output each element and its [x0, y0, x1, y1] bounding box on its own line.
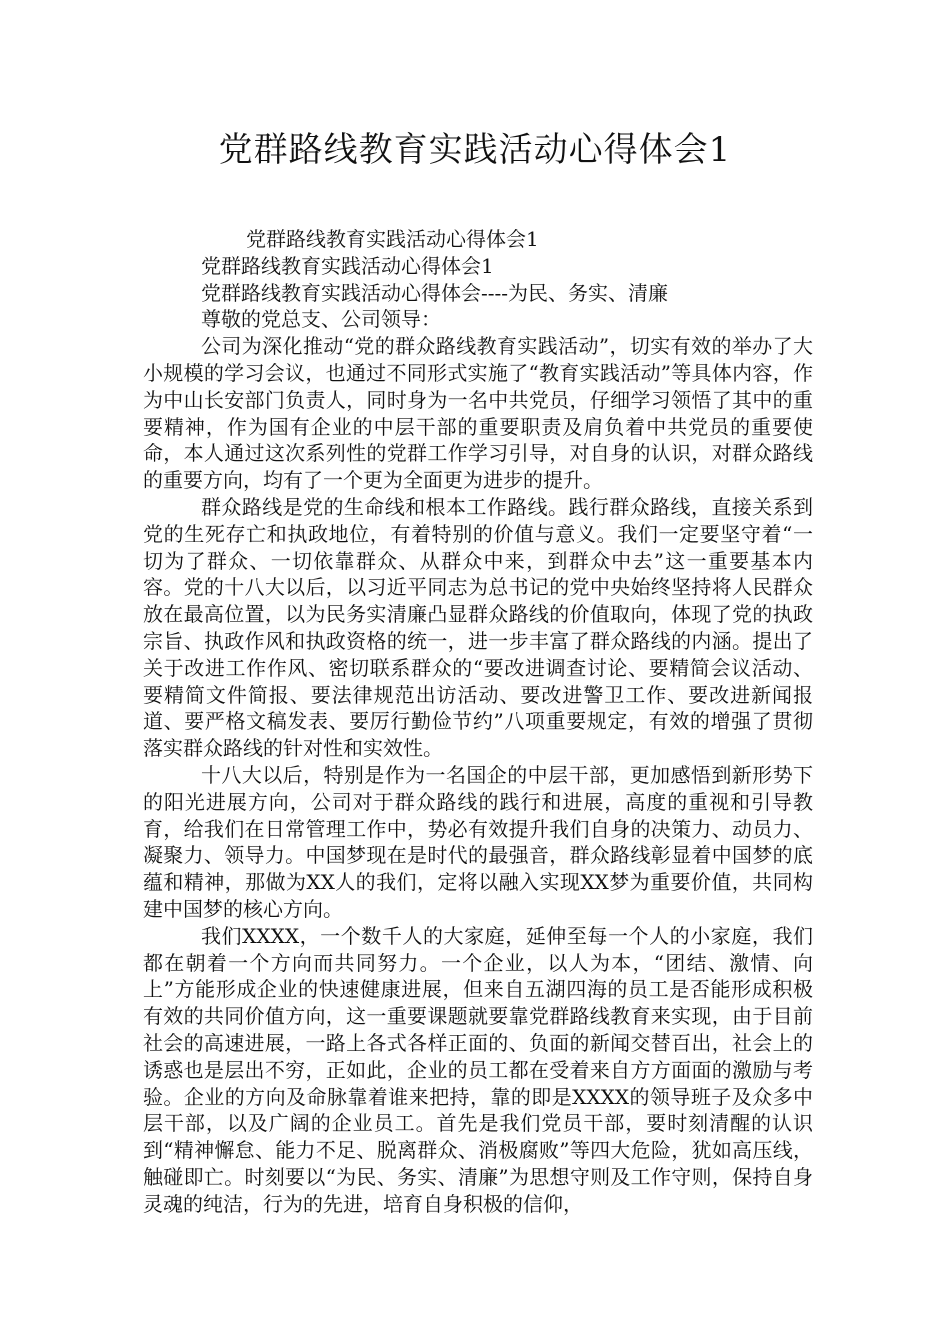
document-body	[143, 226, 813, 1217]
paragraph-1: 公司为深化推动“党的群众路线教育实践活动”，切实有效的举办了大小规模的学习会议，也通过不同形式实施了“教育实践活动”等具体内容，作为中山长安部门负责人，同时身为一名中共党员，仔细学习领悟了其中的重要精神，作为国有企业的中层干部的重要职责及肩负着中共党员的重要使命，本人通过这次系列性的党群工作学习引导，对自身的认识，对群众路线的重要方向，均有了一个更为全面更为进步的提升。	[143, 334, 813, 493]
subtitle-2: 党群路线教育实践活动心得体会1	[201, 253, 494, 278]
paragraph-4: 我们XXXX，一个数千人的大家庭，延伸至每一个人的小家庭，我们都在朝着一个方向而共同努力。一个企业，以人为本，“团结、激情、向上”方能形成企业的快速健康进展，但来自五湖四海的员工是否能形成积极有效的共同价值方向，这一重要课题就要靠党群路线教育来实现，由于目前社会的高速进展，一路上各式各样正面的、负面的新闻交替百出，社会上的诱惑也是层出不穷，正如此，企业的员工都在受着来自方方面面的激励与考验。企业的方向及命脉靠着谁来把持，靠的即是XXXX的领导班子及众多中层干部，以及广阔的企业员工。首先是我们党员干部，要时刻清醒的认识到“精神懈怠、能力不足、脱离群众、消极腐败”等四大危险，犹如高压线，触碰即亡。时刻要以“为民、务实、清廉”为思想守则及工作守则，保持自身灵魂的纯洁，行为的先进，培育自身积极的信仰，	[143, 923, 813, 1216]
subtitle-3: 党群路线教育实践活动心得体会----为民、务实、清廉	[201, 280, 669, 305]
subtitle-1: 党群路线教育实践活动心得体会1	[246, 227, 539, 251]
paragraph-3: 十八大以后，特别是作为一名国企的中层干部，更加感悟到新形势下的阳光进展方向，公司对于群众路线的践行和进展，高度的重视和引导教育，给我们在日常管理工作中，势必有效提升我们自身的决策力、动员力、凝聚力、领导力。中国梦现在是时代的最强音，群众路线彰显着中国梦的底蕴和精神，那做为XX人的我们，定将以融入实现XX梦为重要价值，共同构建中国梦的核心方向。	[143, 762, 813, 921]
document-title: 党群路线教育实践活动心得体会1	[218, 130, 732, 170]
salutation: 尊敬的党总支、公司领导：	[201, 307, 441, 332]
paragraph-2: 群众路线是党的生命线和根本工作路线。践行群众路线，直接关系到党的生死存亡和执政地位，有着特别的价值与意义。我们一定要坚守着“一切为了群众、一切依靠群众、从群众中来，到群众中去”这一重要基本内容。党的十八大以后，以习近平同志为总书记的党中央始终坚持将人民群众放在最高位置，以为民务实清廉凸显群众路线的价值取向，体现了党的执政宗旨、执政作风和执政资格的统一，进一步丰富了群众路线的内涵。提出了关于改进工作作风、密切联系群众的“要改进调查讨论、要精简会议活动、要精简文件简报、要法律规范出访活动、要改进警卫工作、要改进新闻报道、要严格文稿发表、要厉行勤俭节约”八项重要规定，有效的增强了贯彻落实群众路线的针对性和实效性。	[143, 494, 813, 761]
